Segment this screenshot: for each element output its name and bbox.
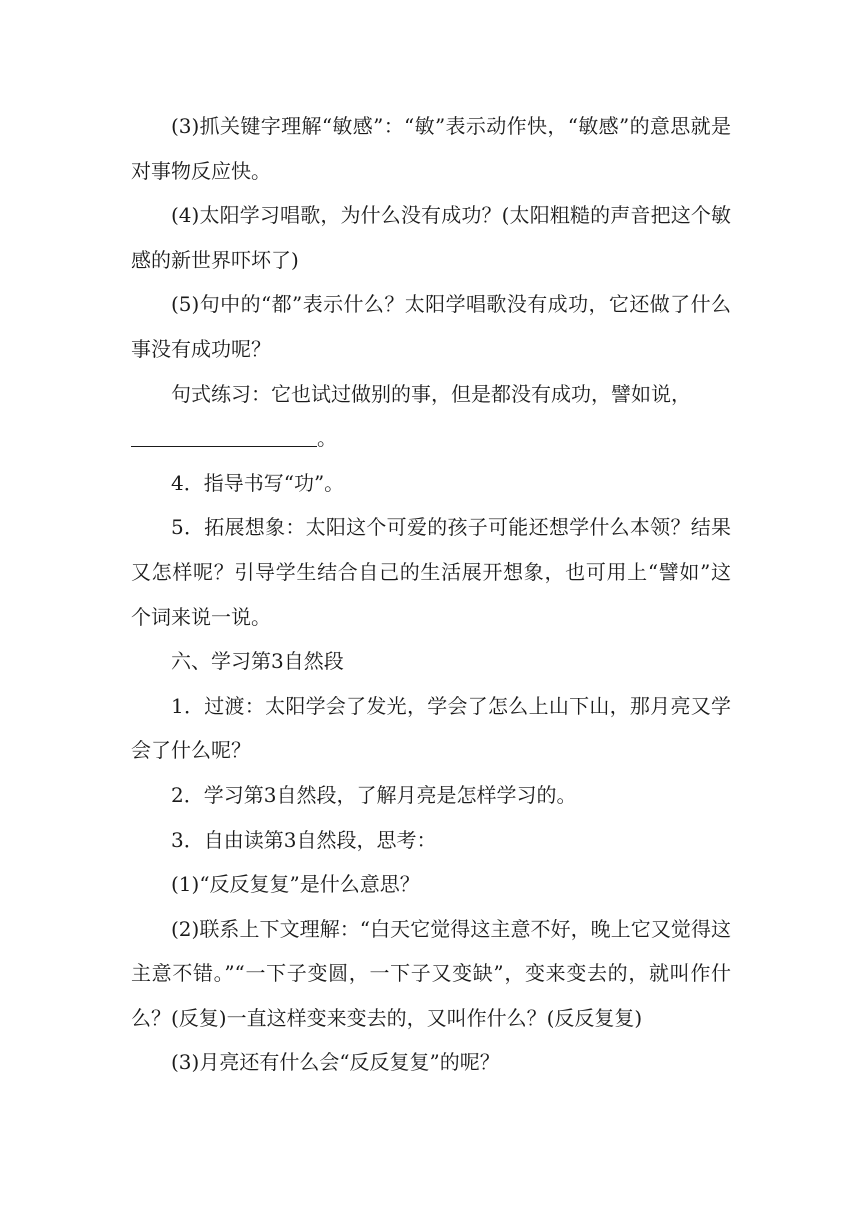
step-2-study: 2．学习第3自然段，了解月亮是怎样学习的。 xyxy=(171,782,577,807)
question-1-repeat: (1)“反反复复”是什么意思？ xyxy=(171,872,420,897)
fill-in-blank[interactable] xyxy=(131,426,317,447)
sentence-practice xyxy=(131,372,731,417)
sentence-practice-text: 句式练习：它也试过做别的事，但是都没有成功，譬如说， xyxy=(171,381,691,406)
step-1-transition: 1．过渡：太阳学会了发光，学会了怎么上山下山，那月亮又学会了什么呢？ xyxy=(131,693,731,763)
step-5-imagination: 5．拓展想象：太阳这个可爱的孩子可能还想学什么本领？结果又怎样呢？引导学生结合自己的生活展开想象，也可用上“譬如”这个词来说一说。 xyxy=(131,515,731,629)
question-3-moon: (3)月亮还有什么会“反反复复”的呢？ xyxy=(171,1050,500,1075)
question-2-context: (2)联系上下文理解：“白天它觉得这主意不好，晚上它又觉得这主意不错。”“一下子变圆，一下子又变缺”，变来变去的，就叫作什么？(反复)一直这样变来变去的，又叫作什么？(反反复复) xyxy=(131,916,731,1030)
paragraph-5-dou: (5)句中的“都”表示什么？太阳学唱歌没有成功，它还做了什么事没有成功呢？ xyxy=(131,292,731,361)
step-3-read: 3．自由读第3自然段，思考： xyxy=(171,827,437,852)
step-4-writing: 4．指导书写“功”。 xyxy=(171,470,345,495)
paragraph-4-sing: (4)太阳学习唱歌，为什么没有成功？(太阳粗糙的声音把这个敏感的新世界吓坏了) xyxy=(131,203,731,272)
paragraph-3-sensitive: (3)抓关键字理解“敏感”：“敏”表示动作快，“敏感”的意思就是对事物反应快。 xyxy=(131,114,731,183)
document-body xyxy=(131,104,731,1085)
blank-suffix: 。 xyxy=(317,426,337,451)
fill-blank-line xyxy=(131,416,731,461)
section-6-heading: 六、学习第3自然段 xyxy=(171,649,344,674)
